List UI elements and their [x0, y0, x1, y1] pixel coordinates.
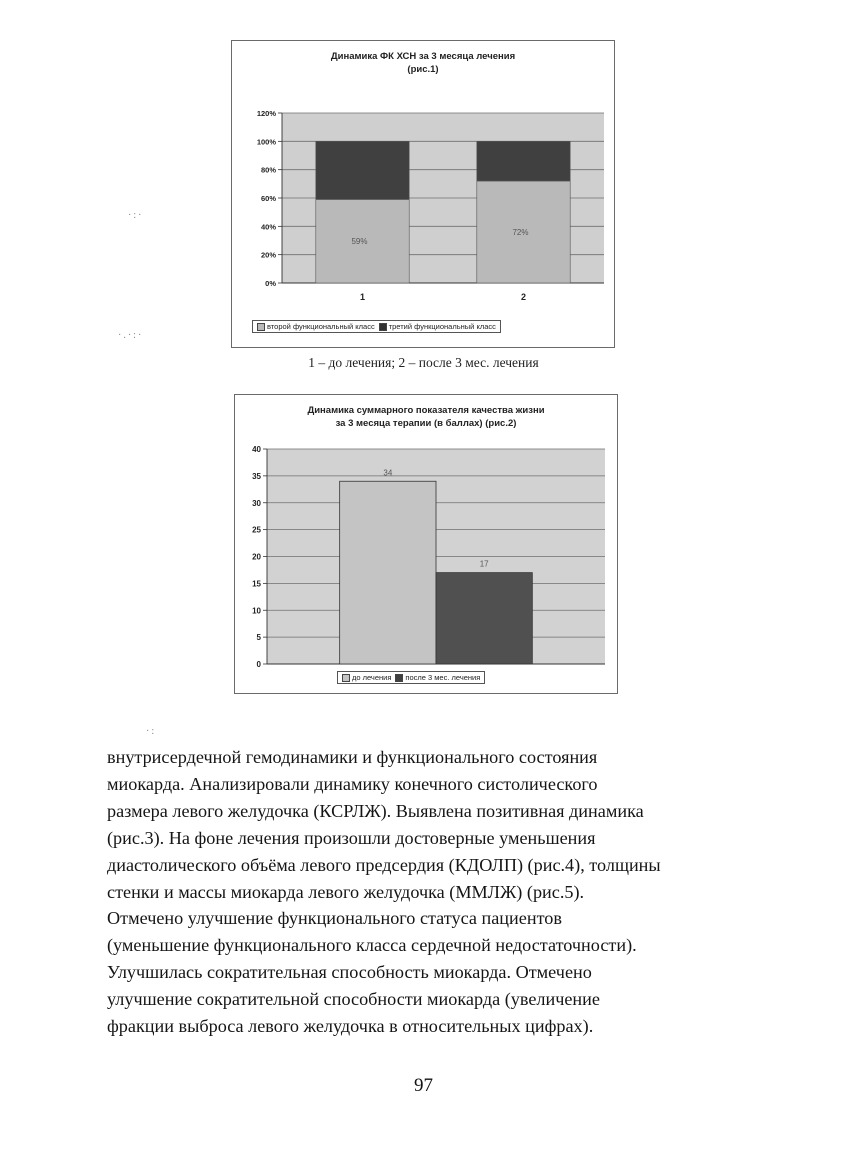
body-line: Улучшилась сократительная способность миокарда. Отмечено [107, 962, 592, 983]
fk-bar-segment [316, 141, 409, 199]
qol-chart-title-line1: Динамика суммарного показателя качества жизни [307, 405, 545, 416]
fk-ytick-label: 80% [260, 165, 276, 175]
body-line: фракции выброса левого желудочка в относительных цифрах). [107, 1016, 594, 1037]
fk-ytick-label: 120% [256, 109, 276, 118]
body-line: диастолического объёма левого предсердия (КДОЛП) (рис.4), толщины [107, 854, 661, 875]
qol-bar [340, 481, 436, 664]
qol-ytick-label: 5 [256, 633, 261, 643]
fk-ytick-label: 0% [265, 279, 276, 288]
fk-data-label: 59% [351, 237, 368, 247]
qol-legend-item-2 [395, 673, 480, 682]
scan-speckle: ·.·:· [118, 330, 144, 341]
qol-legend-item-1 [342, 673, 391, 682]
fk-legend-item-2 [379, 322, 496, 331]
fk-chart-plot [232, 41, 614, 347]
fk-ytick-label: 20% [260, 250, 276, 260]
qol-ytick-label: 40 [252, 445, 261, 454]
fk-ytick-label: 100% [256, 137, 276, 147]
qol-data-label: 34 [383, 468, 393, 478]
fk-legend-swatch-2 [379, 323, 387, 331]
body-line: (уменьшение функционального класса сердечной недостаточности). [107, 935, 637, 956]
qol-ytick-label: 20 [252, 552, 261, 562]
fk-legend-swatch-1 [257, 323, 265, 331]
fk-chart-legend [252, 320, 501, 333]
qol-chart-title-line2: за 3 месяца терапии (в баллах) (рис.2) [335, 418, 517, 429]
fk-chart-caption: 1 – до лечения; 2 – после 3 мес. лечения [308, 355, 539, 370]
scan-speckle: ·: [146, 726, 157, 737]
scan-speckle: ·:· [128, 210, 144, 221]
qol-ytick-label: 30 [252, 498, 261, 508]
body-line: Отмечено улучшение функционального статуса пациентов [107, 908, 562, 929]
fk-chart-title-line1: Динамика ФК ХСН за 3 месяца лечения [330, 51, 516, 62]
qol-ytick-label: 10 [252, 606, 261, 616]
body-line: улучшение сократительной способности миокарда (увеличение [107, 989, 600, 1010]
fk-ytick-label: 60% [260, 194, 276, 203]
fk-bar-segment [477, 141, 570, 181]
page-number: 97 [414, 1075, 433, 1096]
qol-ytick-label: 15 [252, 579, 261, 589]
qol-legend-label-2: после 3 мес. лечения [405, 673, 481, 682]
qol-bar [436, 573, 532, 664]
fk-legend-item-1 [257, 322, 375, 331]
fk-chart [231, 40, 615, 348]
fk-data-label: 72% [512, 228, 529, 237]
qol-chart-plot [235, 395, 617, 693]
fk-chart-title-line2: (рис.1) [407, 64, 439, 75]
body-line: внутрисердечной гемодинамики и функционального состояния [107, 747, 598, 767]
body-line: размера левого желудочка (КСРЛЖ). Выявлена позитивная динамика [107, 800, 644, 821]
qol-chart-legend [337, 671, 485, 684]
qol-legend-label-1: до лечения [352, 673, 392, 682]
qol-ytick-label: 25 [252, 525, 261, 535]
fk-legend-label-2: третий функциональный класс [388, 322, 496, 331]
qol-data-label: 17 [479, 559, 489, 569]
qol-ytick-label: 0 [256, 660, 261, 669]
qol-ytick-label: 35 [252, 471, 261, 481]
body-line: миокарда. Анализировали динамику конечного систолического [107, 773, 598, 794]
body-line: стенки и массы миокарда левого желудочка (ММЛЖ) (рис.5). [107, 881, 585, 902]
qol-chart [234, 394, 618, 694]
fk-legend-label-1: второй функциональный класс [267, 322, 375, 331]
qol-legend-swatch-2 [395, 674, 403, 682]
body-paragraph [107, 744, 744, 1040]
qol-legend-swatch-1 [342, 674, 350, 682]
fk-xtick-label: 1 [359, 292, 366, 302]
body-line: (рис.3). На фоне лечения произошли достоверные уменьшения [107, 827, 596, 848]
fk-ytick-label: 40% [260, 222, 276, 232]
fk-xtick-label: 2 [520, 292, 527, 302]
